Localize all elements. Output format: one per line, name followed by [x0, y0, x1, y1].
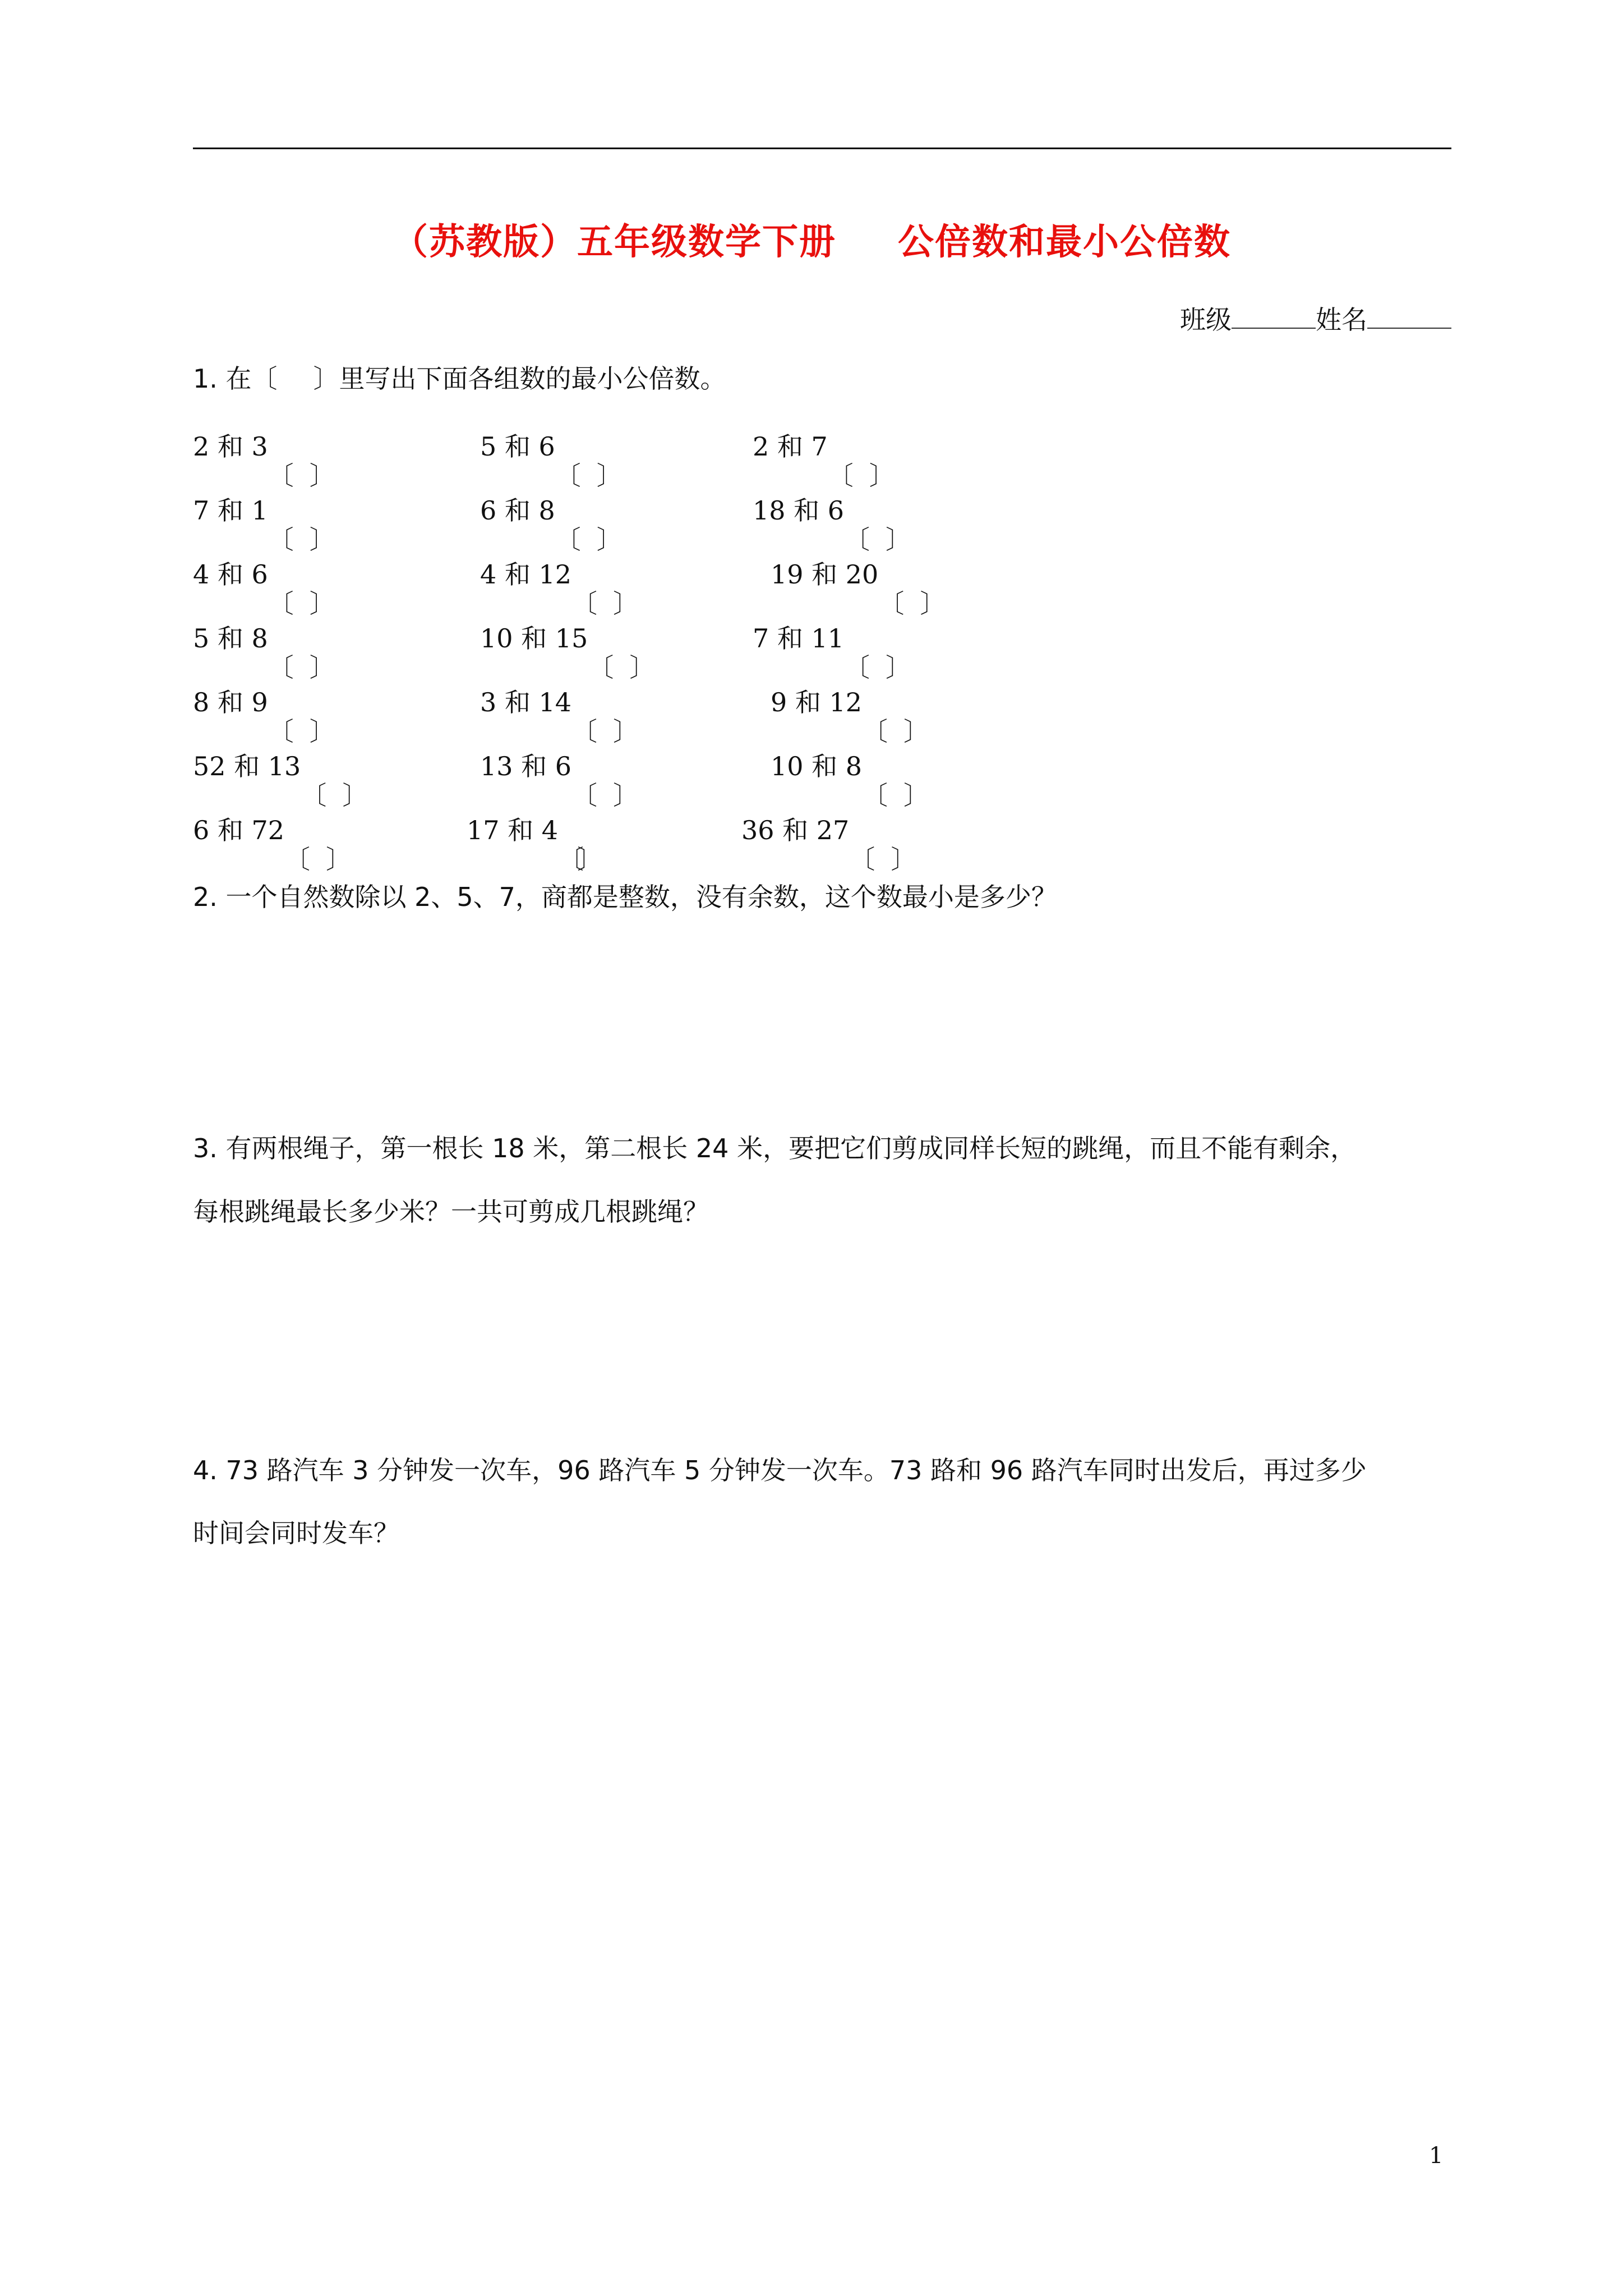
name-label: 姓名: [1316, 305, 1367, 335]
q1-pair: 4 和 12: [480, 559, 572, 590]
title-part-1: （苏教版）五年级数学下册: [392, 222, 836, 263]
question-3-line-2: 每根跳绳最长多少米？一共可剪成几根跳绳？: [193, 1197, 709, 1227]
question-3-line-1: 3. 有两根绳子，第一根长 18 米，第二根长 24 米，要把它们剪成同样长短的跳绳，而且不能有剩余，: [193, 1133, 1357, 1163]
q1-item: [193, 618, 335, 655]
q1-pair: 17 和 4: [467, 815, 559, 845]
q1-pair: 36 和 27: [741, 815, 850, 845]
q1-item: [753, 490, 911, 527]
q1-pair: 8 和 9: [193, 687, 268, 717]
class-blank[interactable]: [1232, 306, 1316, 329]
q1-item: [480, 490, 623, 527]
q1-item: [193, 554, 335, 591]
q1-item: [480, 618, 655, 655]
q1-row: [193, 426, 1451, 460]
q1-pair: 10 和 15: [480, 623, 588, 654]
page-number: 1: [1429, 2143, 1444, 2169]
q1-item: [771, 682, 929, 719]
q1-pair: 4 和 6: [193, 559, 268, 590]
q1-item: [480, 746, 639, 783]
q1-item: [771, 554, 946, 591]
q1-pair: 5 和 6: [480, 431, 555, 462]
question-2: 2. 一个自然数除以 2、5、7，商都是整数，没有余数，这个数最小是多少？: [193, 882, 1057, 912]
q1-item: [480, 426, 623, 463]
q1-row: [193, 554, 1451, 588]
q1-pair: 7 和 11: [753, 623, 845, 654]
q1-item: [480, 554, 639, 591]
q1-item: [193, 810, 352, 847]
q1-item: [193, 490, 335, 527]
name-blank[interactable]: [1367, 306, 1451, 329]
header-rule: [193, 148, 1451, 149]
q1-pair: 52 和 13: [193, 751, 301, 781]
q1-item: [193, 682, 335, 719]
q1-pair: 10 和 8: [771, 751, 863, 781]
title-part-2: 公倍数和最小公倍数: [898, 222, 1231, 263]
q1-prompt-b: 〕里写出下面各组数的最小公倍数。: [313, 364, 726, 394]
worksheet-title: [0, 213, 1623, 265]
question-1-prompt: [193, 364, 726, 394]
q1-row: [193, 682, 1451, 716]
question-4-line-1: 4. 73 路汽车 3 分钟发一次车，96 路汽车 5 分钟发一次车。73 路和 96 路汽车同时出发后，再过多少: [193, 1455, 1367, 1485]
q1-pair: 3 和 14: [480, 687, 572, 717]
q1-pair: 19 和 20: [771, 559, 879, 590]
q1-row: [193, 746, 1451, 780]
q1-pair: 5 和 8: [193, 623, 268, 654]
q1-row: [193, 618, 1451, 652]
q1-pair: 13 和 6: [480, 751, 572, 781]
q1-item: [193, 426, 335, 463]
q1-item: [753, 426, 895, 463]
q1-item: [193, 746, 368, 783]
q1-pair: 2 和 3: [193, 431, 268, 462]
q1-prompt-a: 1. 在〔: [193, 364, 278, 394]
q1-item: [771, 746, 929, 783]
q1-pair: 9 和 12: [771, 687, 863, 717]
q1-item: [467, 810, 603, 847]
q1-row: [193, 490, 1451, 524]
student-info: [1180, 300, 1451, 337]
q1-pair: 6 和 8: [480, 495, 555, 526]
q1-item: [741, 810, 916, 847]
q1-row: [193, 810, 1451, 844]
class-label: 班级: [1180, 305, 1232, 335]
q1-pair: 7 和 1: [193, 495, 268, 526]
q1-pair: 18 和 6: [753, 495, 845, 526]
question-4-line-2: 时间会同时发车？: [193, 1518, 399, 1548]
q1-item: [753, 618, 911, 655]
q1-pair: 6 和 72: [193, 815, 285, 845]
q1-item: [480, 682, 639, 719]
q1-pair: 2 和 7: [753, 431, 828, 462]
